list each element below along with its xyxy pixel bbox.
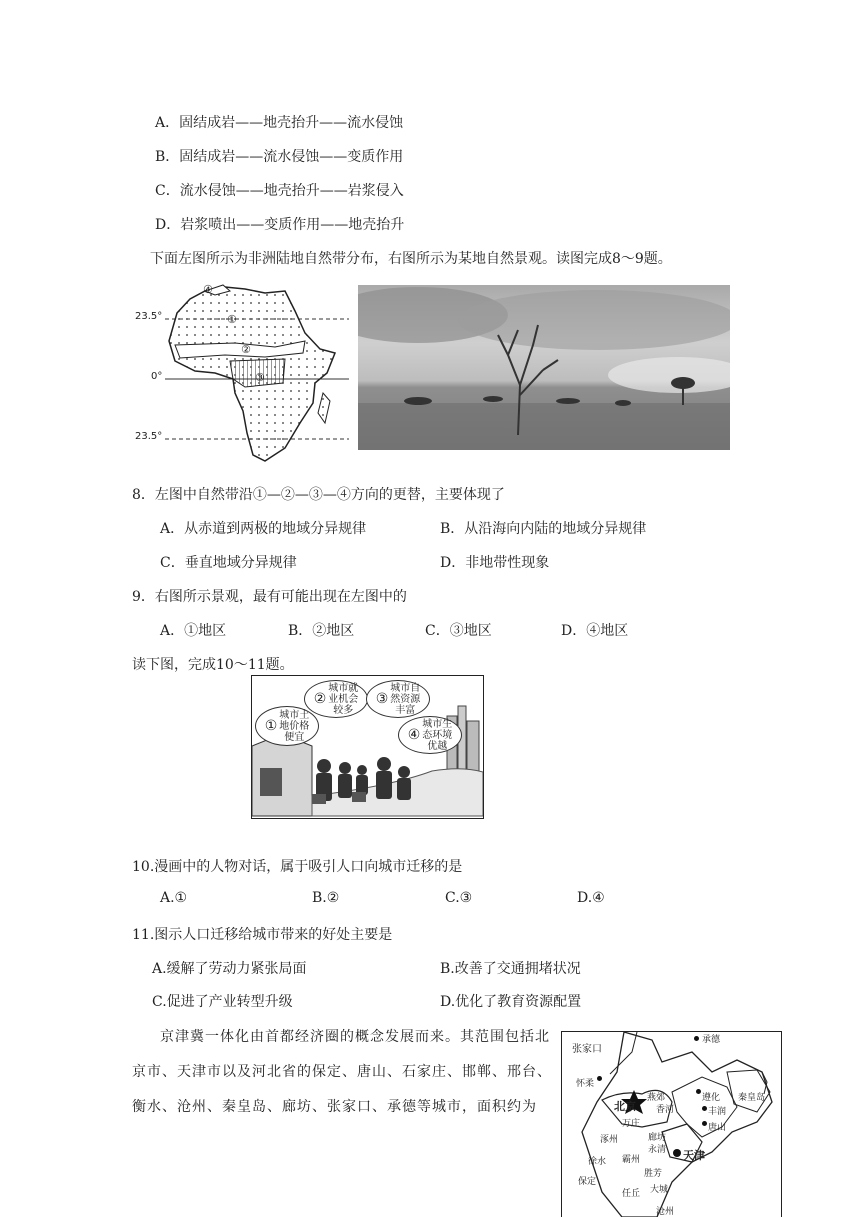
city-huairou: 怀柔 [576, 1079, 595, 1089]
q11-option-d: D.优化了教育资源配置 [440, 994, 582, 1010]
q11-option-a: A.缓解了劳动力紧张局面 [152, 961, 307, 977]
bubble-1 [255, 706, 319, 746]
intro-8-9: 下面左图所示为非洲陆地自然带分布，右图所示为某地自然景观。读图完成8～9题。 [150, 251, 672, 267]
q8-option-d: D．非地带性现象 [440, 555, 550, 571]
q10-stem: 10.漫画中的人物对话，属于吸引人口向城市迁移的是 [132, 859, 463, 875]
city-xianghe: 香河 [656, 1105, 675, 1115]
migration-cartoon [251, 675, 484, 819]
q7-option-d: D．岩浆喷出——变质作用——地壳抬升 [155, 217, 405, 233]
city-daicheng: 大城 [650, 1185, 669, 1195]
city-beijing: 北京 [614, 1100, 636, 1113]
q10-option-a: A.① [160, 890, 188, 906]
city-baoding: 保定 [578, 1177, 597, 1187]
city-zhuozhou: 涿州 [600, 1135, 619, 1145]
city-tianjin: 天津 [683, 1149, 705, 1162]
q9-option-c: C．③地区 [425, 623, 492, 639]
city-wanzhuang: 万庄 [622, 1119, 641, 1129]
bubble-3 [366, 680, 430, 718]
q10-option-d: D.④ [577, 890, 605, 906]
q9-option-b: B．②地区 [288, 623, 355, 639]
bubble-2-number: ② [313, 690, 327, 707]
q7-option-b: B．固结成岩——流水侵蚀——变质作用 [155, 149, 404, 165]
city-xushui: 徐水 [588, 1157, 607, 1167]
q8-stem: 8．左图中自然带沿①—②—③—④方向的更替，主要体现了 [132, 487, 505, 503]
intro-10-11: 读下图，完成10～11题。 [132, 657, 294, 673]
q11-stem: 11.图示人口迁移给城市带来的好处主要是 [132, 927, 393, 943]
bubble-4-number: ④ [407, 726, 421, 743]
zone-label-4: ④ [203, 283, 213, 296]
passage-line-2: 京市、天津市以及河北省的保定、唐山、石家庄、邯郸、邢台、 [132, 1064, 552, 1080]
q9-stem: 9．右图所示景观，最有可能出现在左图中的 [132, 589, 407, 605]
q10-option-b: B.② [312, 890, 340, 906]
bubble-2 [304, 680, 368, 718]
q8-option-b: B．从沿海向内陆的地域分异规律 [440, 521, 647, 537]
jingjinji-map [561, 1031, 782, 1217]
africa-map [135, 283, 349, 465]
zone-label-3: ③ [255, 371, 265, 384]
city-langfang: 廊坊 [648, 1133, 667, 1143]
city-bazhou: 霸州 [622, 1155, 641, 1165]
zone-label-1: ① [227, 313, 237, 326]
city-renqiu: 任丘 [622, 1189, 641, 1199]
bubble-2-text: 城市就业机会较多 [328, 682, 359, 716]
bubble-3-text: 城市自然资源丰富 [390, 682, 421, 716]
q9-option-a: A．①地区 [160, 623, 227, 639]
city-yongqing: 永清 [648, 1145, 667, 1155]
jingjinji-map-drawing [562, 1032, 781, 1217]
q9-option-d: D．④地区 [561, 623, 629, 639]
lat-label-top: 23.5° [135, 311, 163, 322]
bubble-1-text: 城市土地价格便宜 [279, 709, 310, 743]
q8-option-c: C．垂直地域分异规律 [160, 555, 297, 571]
city-fengrun: 丰润 [708, 1107, 727, 1117]
lat-label-equator: 0° [151, 371, 163, 382]
q11-option-b: B.改善了交通拥堵状况 [440, 961, 581, 977]
africa-map-drawing [135, 283, 349, 465]
bubble-4 [398, 716, 462, 754]
q7-option-c: C．流水侵蚀——地壳抬升——岩浆侵入 [155, 183, 404, 199]
savanna-photo [358, 285, 730, 450]
city-shengfang: 胜芳 [644, 1169, 663, 1179]
city-yanjiao: 燕郊 [647, 1093, 666, 1103]
passage-line-3: 衡水、沧州、秦皇岛、廊坊、张家口、承德等城市，面积约为 [132, 1099, 537, 1115]
bubble-1-number: ① [264, 717, 278, 734]
bubble-4-text: 城市生态环境优越 [422, 718, 453, 752]
savanna-photo-drawing [358, 285, 730, 450]
city-chengde: 承德 [702, 1035, 721, 1045]
q10-option-c: C.③ [445, 890, 473, 906]
passage-line-1: 京津冀一体化由首都经济圈的概念发展而来。其范围包括北 [160, 1029, 550, 1045]
q7-option-a: A．固结成岩——地壳抬升——流水侵蚀 [155, 115, 404, 131]
city-cangzhou: 沧州 [656, 1207, 675, 1217]
bubble-3-number: ③ [375, 690, 389, 707]
city-qinhuangdao: 秦皇岛 [738, 1093, 766, 1103]
city-zhangjiakou: 张家口 [572, 1044, 602, 1055]
q11-option-c: C.促进了产业转型升级 [152, 994, 293, 1010]
city-zunhua: 遵化 [702, 1093, 721, 1103]
q8-option-a: A．从赤道到两极的地域分异规律 [160, 521, 367, 537]
lat-label-bottom: 23.5° [135, 431, 163, 442]
city-tangshan: 唐山 [708, 1123, 727, 1133]
zone-label-2: ② [241, 343, 251, 356]
